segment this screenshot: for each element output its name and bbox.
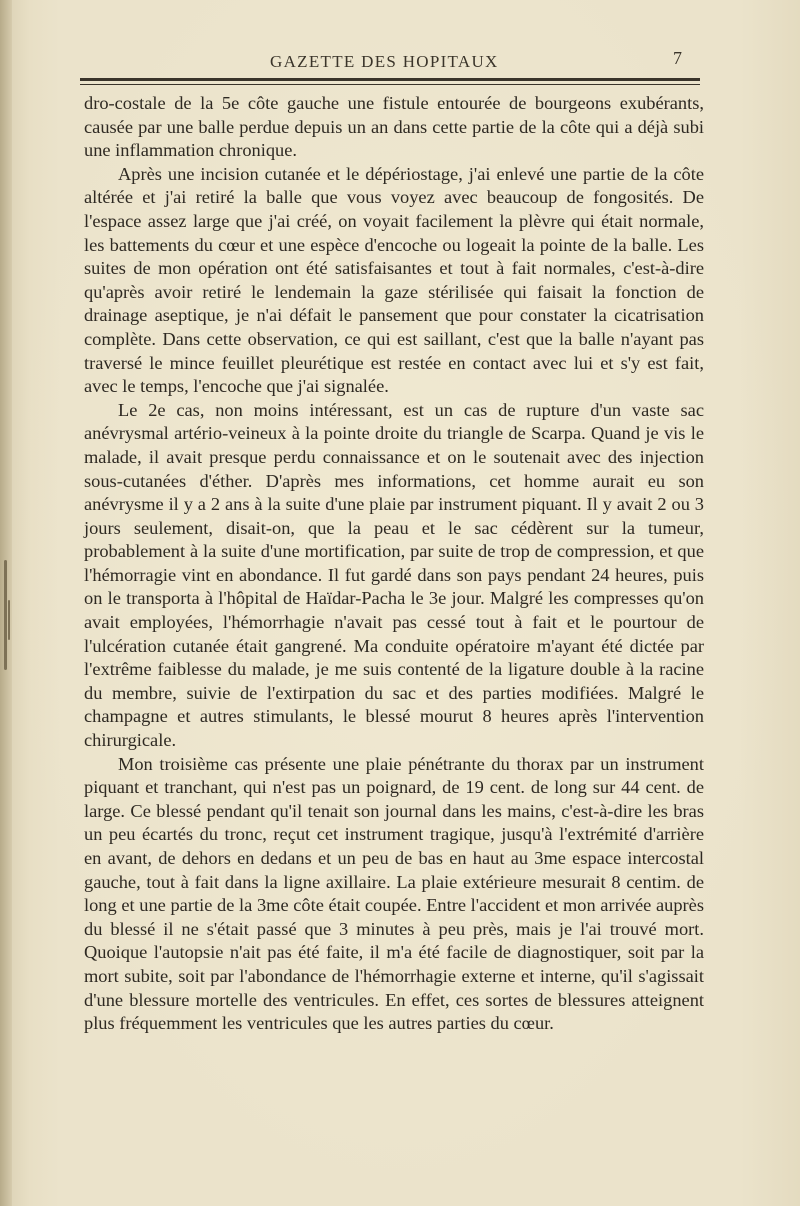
- paragraph-continuation: dro-costale de la 5e côte gauche une fistule entourée de bourgeons exubérants, causée par une balle perdue depuis un an dans cette partie de la côte qui a déjà subi une inflammation chronique.: [84, 93, 704, 161]
- running-title: GAZETTE DES HOPITAUX: [270, 52, 499, 71]
- margin-mark: [4, 560, 7, 670]
- paragraph-first-case-details: Après une incision cutanée et le dépériostage, j'ai enlevé une partie de la côte altérée et j'ai retiré la balle que vous voyez avec beaucoup de fongosités. De l'espace assez large que j'ai créé, on voyait facilement la plèvre qui était normale, les battements du cœur et une espèce d'encoche ou logeait la pointe de la balle. Les suites de mon opération ont été satisfaisantes et tout à fait normales, c'est-à-dire qu'après avoir retiré le lendemain la gaze stérilisée qui faisait la fonction de drainage aseptique, je n'ai défait le pansement que pour constater la cicatrisation complète. Dans cette observation, ce qui est saillant, c'est que la balle n'ayant pas traversé le mince feuillet pleurétique est restée en contact avec lui et s'y est fait, avec le temps, l'encoche que j'ai signalée.: [84, 163, 704, 397]
- paragraph-second-case: Le 2e cas, non moins intéressant, est un cas de rupture d'un vaste sac anévrysmal artério-veineux à la pointe droite du triangle de Scarpa. Quand je vis le malade, il avait presque perdu connaissance et on le soutenait avec des injection sous-cutanées d'éther. D'après mes informations, cet homme aurait eu son anévrysme il y a 2 ans à la suite d'une plaie par instrument piquant. Il y avait 2 ou 3 jours seulement, disait-on, que la peau et le sac cédèrent sur la tumeur, probablement à la suite d'une mortification, par suite de trop de compression, et que l'hémorragie vint en abondance. Il fut gardé dans son pays pendant 24 heures, puis on le transporta à l'hôpital de Haïdar-Pacha le 3e jour. Malgré les compresses qu'on avait employées, l'hémorrhagie n'avait pas cessé tout à fait et le pourtour de l'ulcération cutanée était gangrené. Ma conduite opératoire m'ayant été dictée par l'extrême faiblesse du malade, je me suis contenté de la ligature double à la racine du membre, suivie de l'extirpation du sac et des parties modifiées. Malgré le champagne et autres stimulants, le blessé mourut 8 heures après l'intervention chirurgicale.: [84, 399, 704, 751]
- header-rule-thin: [80, 84, 700, 85]
- header-rule-thick: [80, 78, 700, 81]
- page-number: 7: [673, 48, 682, 68]
- running-header: [80, 46, 700, 74]
- article-body: [84, 92, 704, 1036]
- margin-mark: [8, 600, 10, 640]
- paragraph-third-case: Mon troisième cas présente une plaie pénétrante du thorax par un instrument piquant et tranchant, qui n'est pas un poignard, de 19 cent. de long sur 44 cent. de large. Ce blessé pendant qu'il tenait son journal dans les mains, c'est-à-dire les bras un peu écartés du tronc, reçut cet instrument tragique, jusqu'à l'extrémité d'arrière en avant, de dehors en dedans et un peu de bas en haut au 3me espace intercostal gauche, tout à fait dans la ligne axillaire. La plaie extérieure mesurait 8 centim. de long et une partie de la 3me côte était coupée. Entre l'accident et mon arrivée auprès du blessé il ne s'était passé que 3 minutes à peu près, mais je l'ai trouvé mort. Quoique l'autopsie n'ait pas été faite, il m'a été facile de diagnostiquer, soit par la mort subite, soit par l'abondance de l'hémorrhagie externe et interne, qu'il s'agissait d'une blessure mortelle des ventricules. En effet, ces sortes de blessures atteignent plus fréquemment les ventricules que les autres parties du cœur.: [84, 753, 704, 1034]
